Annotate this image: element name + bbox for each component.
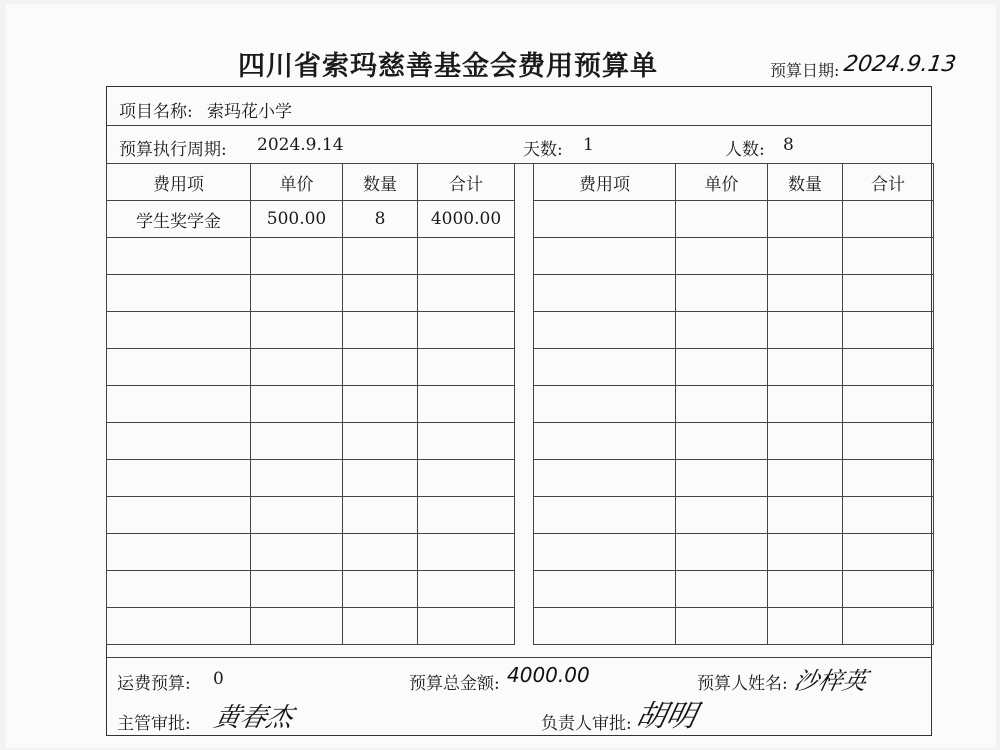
table-row <box>107 312 515 349</box>
table-row <box>107 275 515 312</box>
cell-quantity <box>768 460 843 497</box>
cell-quantity <box>768 349 843 386</box>
cell-quantity <box>343 571 418 608</box>
form-title: 四川省索玛慈善基金会费用预算单 <box>238 51 658 82</box>
cell-unit-price <box>676 201 768 238</box>
cell-unit-price <box>251 275 343 312</box>
form-frame <box>106 86 932 736</box>
cell-item <box>534 349 676 386</box>
cell-item <box>107 571 251 608</box>
table-row <box>534 608 934 645</box>
cell-total <box>843 349 934 386</box>
supervisor-signature: 黄春杰 <box>211 703 296 733</box>
col-header-quantity: 数量 <box>343 164 418 201</box>
cell-quantity <box>768 275 843 312</box>
cell-quantity <box>768 608 843 645</box>
cell-total <box>418 386 515 423</box>
cell-unit-price <box>676 423 768 460</box>
cell-item <box>107 349 251 386</box>
cell-total <box>843 386 934 423</box>
cell-unit-price <box>251 571 343 608</box>
cell-unit-price <box>676 460 768 497</box>
cell-total <box>843 275 934 312</box>
table-row <box>534 571 934 608</box>
expense-table-right <box>533 163 934 645</box>
cell-quantity <box>343 497 418 534</box>
total-amount-label: 预算总金额: <box>409 674 500 694</box>
cell-item <box>534 275 676 312</box>
cell-quantity <box>343 238 418 275</box>
table-row <box>107 534 515 571</box>
cell-unit-price <box>251 608 343 645</box>
cell-item <box>107 275 251 312</box>
col-header-item: 费用项 <box>107 164 251 201</box>
expense-table-left <box>106 163 515 645</box>
cell-total <box>418 608 515 645</box>
table-row <box>534 238 934 275</box>
cell-total <box>843 608 934 645</box>
table-row <box>534 460 934 497</box>
cell-unit-price <box>676 571 768 608</box>
col-header-item: 费用项 <box>534 164 676 201</box>
cell-quantity <box>768 423 843 460</box>
cell-total <box>418 460 515 497</box>
project-name-label: 项目名称: <box>119 102 193 122</box>
col-header-quantity: 数量 <box>768 164 843 201</box>
cell-total <box>418 423 515 460</box>
cell-quantity <box>343 312 418 349</box>
cell-unit-price <box>676 275 768 312</box>
cell-quantity: 8 <box>343 201 418 238</box>
responsible-approval-label: 负责人审批: <box>541 714 632 734</box>
table-row <box>534 349 934 386</box>
cell-quantity <box>768 386 843 423</box>
cell-total <box>843 238 934 275</box>
table-header-row <box>534 164 934 201</box>
cell-item <box>534 312 676 349</box>
cell-total <box>843 571 934 608</box>
cell-quantity <box>343 423 418 460</box>
cell-total <box>843 534 934 571</box>
supervisor-approval-label: 主管审批: <box>117 714 191 734</box>
cell-total: 4000.00 <box>418 201 515 238</box>
people-label: 人数: <box>725 140 765 160</box>
cell-total <box>418 534 515 571</box>
table-row <box>107 201 515 238</box>
cell-item <box>107 238 251 275</box>
cell-unit-price <box>251 534 343 571</box>
cell-item <box>534 238 676 275</box>
cell-total <box>843 497 934 534</box>
freight-value: 0 <box>213 669 224 689</box>
col-header-total: 合计 <box>418 164 515 201</box>
cell-unit-price <box>251 423 343 460</box>
table-row <box>107 497 515 534</box>
cell-item <box>107 534 251 571</box>
cell-item <box>107 386 251 423</box>
divider <box>107 125 931 126</box>
table-row <box>534 534 934 571</box>
table-row <box>107 460 515 497</box>
cell-item <box>534 571 676 608</box>
cell-item <box>107 460 251 497</box>
cell-unit-price <box>676 608 768 645</box>
cell-item: 学生奖学金 <box>107 201 251 238</box>
cell-item <box>107 608 251 645</box>
cell-quantity <box>343 534 418 571</box>
cell-item <box>107 312 251 349</box>
table-row <box>534 201 934 238</box>
cell-unit-price <box>676 312 768 349</box>
cell-quantity <box>768 312 843 349</box>
responsible-signature: 胡明 <box>632 699 700 734</box>
cell-quantity <box>768 201 843 238</box>
cell-unit-price: 500.00 <box>251 201 343 238</box>
cell-quantity <box>343 608 418 645</box>
divider <box>107 657 931 658</box>
cell-quantity <box>768 238 843 275</box>
cell-unit-price <box>251 238 343 275</box>
cell-total <box>418 312 515 349</box>
days-label: 天数: <box>523 140 563 160</box>
cell-unit-price <box>676 497 768 534</box>
cell-unit-price <box>251 497 343 534</box>
cell-total <box>843 460 934 497</box>
table-header-row <box>107 164 515 201</box>
cell-item <box>534 423 676 460</box>
cell-item <box>534 534 676 571</box>
cell-total <box>843 423 934 460</box>
table-row <box>107 238 515 275</box>
cell-item <box>534 386 676 423</box>
col-header-total: 合计 <box>843 164 934 201</box>
people-value: 8 <box>783 135 794 155</box>
table-row <box>107 386 515 423</box>
cell-total <box>418 571 515 608</box>
table-row <box>534 275 934 312</box>
total-amount-value: 4000.00 <box>507 663 590 687</box>
cell-total <box>843 201 934 238</box>
cell-total <box>418 349 515 386</box>
cell-item <box>534 201 676 238</box>
table-row <box>107 349 515 386</box>
cell-quantity <box>343 349 418 386</box>
period-value: 2024.9.14 <box>257 135 344 155</box>
cell-item <box>107 423 251 460</box>
cell-unit-price <box>251 349 343 386</box>
cell-total <box>418 238 515 275</box>
table-row <box>534 423 934 460</box>
table-row <box>534 497 934 534</box>
cell-item <box>107 497 251 534</box>
days-value: 1 <box>583 135 594 155</box>
cell-item <box>534 460 676 497</box>
cell-unit-price <box>676 349 768 386</box>
cell-total <box>418 497 515 534</box>
cell-quantity <box>768 571 843 608</box>
period-label: 预算执行周期: <box>119 140 227 160</box>
col-header-unit-price: 单价 <box>251 164 343 201</box>
table-row <box>534 312 934 349</box>
cell-unit-price <box>676 534 768 571</box>
preparer-signature: 沙梓英 <box>791 667 870 695</box>
cell-total <box>843 312 934 349</box>
cell-item <box>534 608 676 645</box>
cell-unit-price <box>676 386 768 423</box>
cell-quantity <box>768 497 843 534</box>
cell-quantity <box>343 386 418 423</box>
cell-quantity <box>343 275 418 312</box>
preparer-name-label: 预算人姓名: <box>697 674 788 694</box>
table-row <box>107 571 515 608</box>
cell-unit-price <box>251 460 343 497</box>
col-header-unit-price: 单价 <box>676 164 768 201</box>
cell-unit-price <box>251 312 343 349</box>
cell-unit-price <box>251 386 343 423</box>
cell-quantity <box>768 534 843 571</box>
project-name-value: 索玛花小学 <box>207 102 292 122</box>
cell-quantity <box>343 460 418 497</box>
cell-unit-price <box>676 238 768 275</box>
cell-total <box>418 275 515 312</box>
table-row <box>107 423 515 460</box>
table-row <box>534 386 934 423</box>
freight-label: 运费预算: <box>117 674 191 694</box>
table-row <box>107 608 515 645</box>
cell-item <box>534 497 676 534</box>
budget-date-value: 2024.9.13 <box>842 52 958 77</box>
budget-date-label: 预算日期: <box>770 61 840 80</box>
